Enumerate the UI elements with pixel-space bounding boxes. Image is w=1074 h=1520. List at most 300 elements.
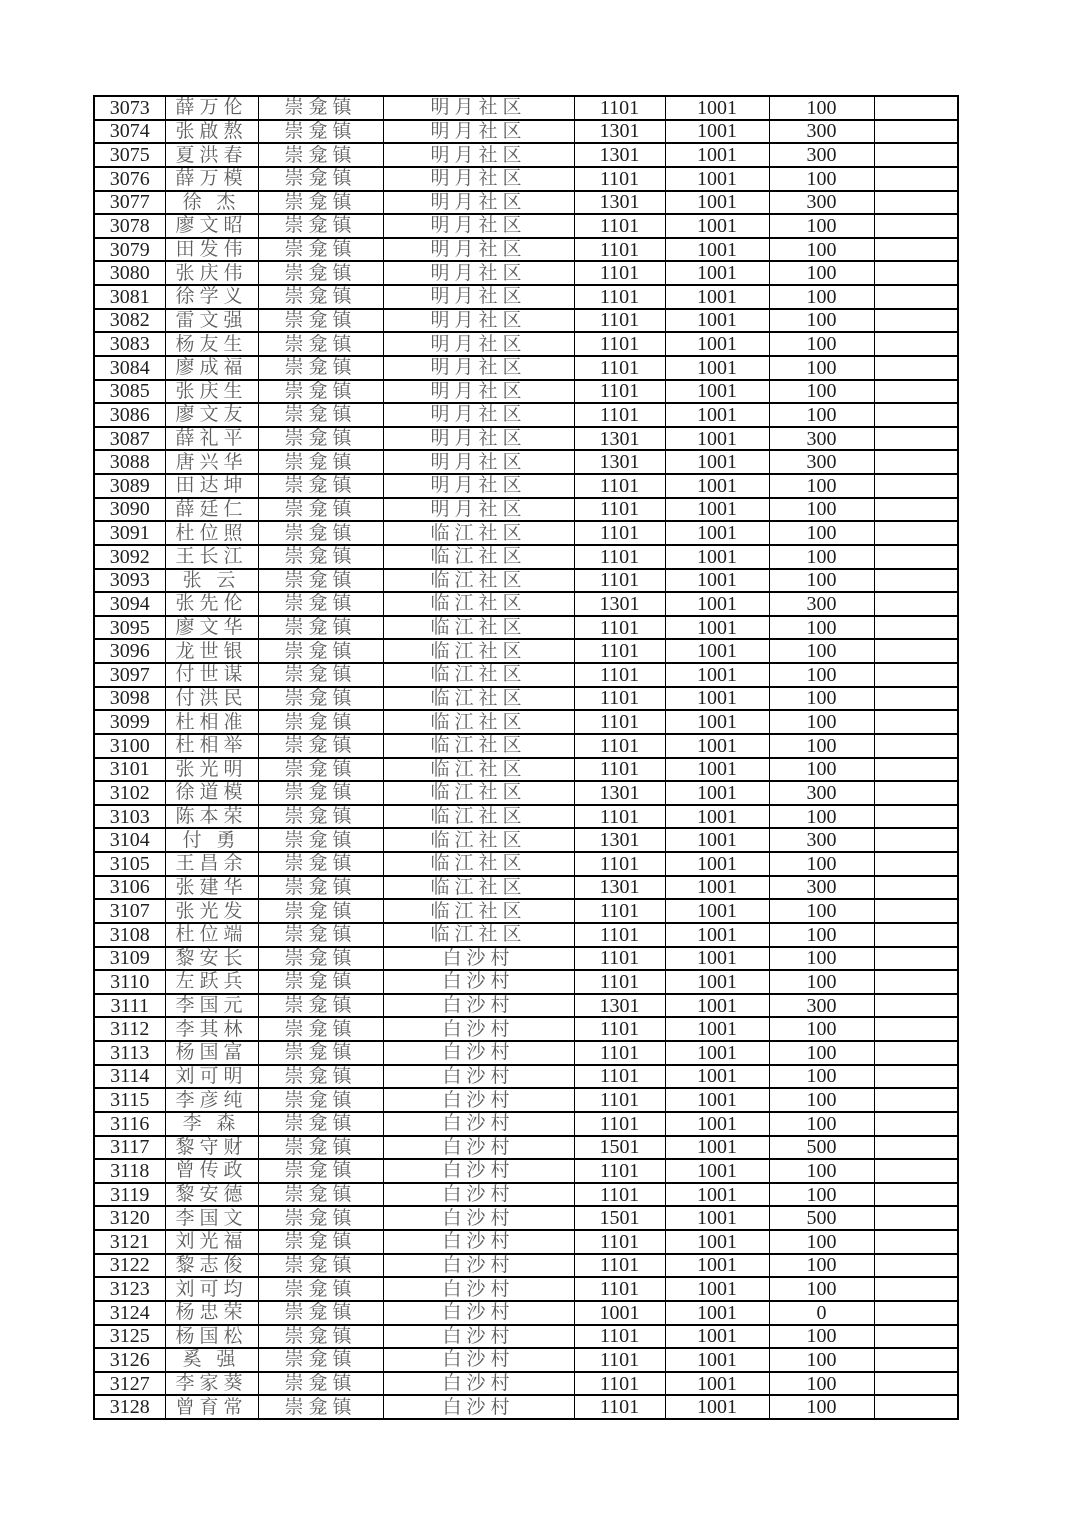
code-a-cell: 1101: [574, 545, 665, 569]
code-a-cell: 1301: [574, 876, 665, 900]
code-a-cell: 1301: [574, 427, 665, 451]
community-cell: 白沙村: [383, 970, 574, 994]
code-a-cell: 1101: [574, 261, 665, 285]
table-row: [94, 238, 958, 262]
blank-cell: [874, 380, 958, 404]
amount-cell: 100: [769, 1065, 874, 1089]
serial-cell: 3090: [94, 498, 165, 522]
community-cell: 明月社区: [383, 143, 574, 167]
community-cell: 明月社区: [383, 214, 574, 238]
name-cell: 雷文强: [165, 309, 258, 333]
table-row: [94, 450, 958, 474]
serial-cell: 3099: [94, 710, 165, 734]
table-row: [94, 261, 958, 285]
town-cell: 崇龛镇: [258, 1088, 383, 1112]
community-cell: 临江社区: [383, 852, 574, 876]
blank-cell: [874, 781, 958, 805]
serial-cell: 3094: [94, 592, 165, 616]
code-a-cell: 1101: [574, 1395, 665, 1419]
serial-cell: 3101: [94, 758, 165, 782]
amount-cell: 100: [769, 1112, 874, 1136]
amount-cell: 300: [769, 781, 874, 805]
code-b-cell: 1001: [665, 876, 769, 900]
amount-cell: 100: [769, 167, 874, 191]
amount-cell: 100: [769, 710, 874, 734]
community-cell: 明月社区: [383, 356, 574, 380]
name-cell: 王长江: [165, 545, 258, 569]
amount-cell: 100: [769, 1159, 874, 1183]
table-row: [94, 96, 958, 120]
table-row: [94, 521, 958, 545]
table-row: [94, 781, 958, 805]
town-cell: 崇龛镇: [258, 450, 383, 474]
serial-cell: 3104: [94, 828, 165, 852]
code-b-cell: 1001: [665, 285, 769, 309]
town-cell: 崇龛镇: [258, 380, 383, 404]
name-cell: 李其林: [165, 1017, 258, 1041]
name-cell: 陈本荣: [165, 805, 258, 829]
name-cell: 薛廷仁: [165, 498, 258, 522]
community-cell: 白沙村: [383, 1041, 574, 1065]
blank-cell: [874, 1395, 958, 1419]
town-cell: 崇龛镇: [258, 1230, 383, 1254]
code-b-cell: 1001: [665, 261, 769, 285]
community-cell: 白沙村: [383, 1136, 574, 1160]
code-a-cell: 1301: [574, 191, 665, 215]
blank-cell: [874, 805, 958, 829]
blank-cell: [874, 1183, 958, 1207]
table-row: [94, 1230, 958, 1254]
code-b-cell: 1001: [665, 191, 769, 215]
town-cell: 崇龛镇: [258, 876, 383, 900]
blank-cell: [874, 1017, 958, 1041]
code-a-cell: 1101: [574, 1348, 665, 1372]
code-a-cell: 1101: [574, 805, 665, 829]
code-a-cell: 1101: [574, 687, 665, 711]
blank-cell: [874, 687, 958, 711]
table-row: [94, 167, 958, 191]
serial-cell: 3111: [94, 994, 165, 1018]
serial-cell: 3105: [94, 852, 165, 876]
table-row: [94, 1277, 958, 1301]
table-row: [94, 1183, 958, 1207]
name-cell: 杜相举: [165, 734, 258, 758]
amount-cell: 100: [769, 309, 874, 333]
name-cell: 张先伦: [165, 592, 258, 616]
code-a-cell: 1301: [574, 143, 665, 167]
code-b-cell: 1001: [665, 143, 769, 167]
community-cell: 临江社区: [383, 545, 574, 569]
amount-cell: 300: [769, 427, 874, 451]
community-cell: 明月社区: [383, 96, 574, 120]
name-cell: 王昌余: [165, 852, 258, 876]
town-cell: 崇龛镇: [258, 1206, 383, 1230]
serial-cell: 3084: [94, 356, 165, 380]
town-cell: 崇龛镇: [258, 96, 383, 120]
code-a-cell: 1101: [574, 285, 665, 309]
amount-cell: 300: [769, 828, 874, 852]
blank-cell: [874, 1206, 958, 1230]
name-cell: 付世谋: [165, 663, 258, 687]
blank-cell: [874, 332, 958, 356]
serial-cell: 3076: [94, 167, 165, 191]
code-a-cell: 1101: [574, 569, 665, 593]
name-cell: 张 云: [165, 569, 258, 593]
table-row: [94, 899, 958, 923]
blank-cell: [874, 474, 958, 498]
town-cell: 崇龛镇: [258, 403, 383, 427]
community-cell: 白沙村: [383, 994, 574, 1018]
code-a-cell: 1001: [574, 1301, 665, 1325]
name-cell: 曾传政: [165, 1159, 258, 1183]
code-a-cell: 1101: [574, 1159, 665, 1183]
name-cell: 徐学义: [165, 285, 258, 309]
serial-cell: 3113: [94, 1041, 165, 1065]
town-cell: 崇龛镇: [258, 1301, 383, 1325]
code-a-cell: 1301: [574, 994, 665, 1018]
town-cell: 崇龛镇: [258, 1017, 383, 1041]
code-b-cell: 1001: [665, 1230, 769, 1254]
blank-cell: [874, 828, 958, 852]
serial-cell: 3083: [94, 332, 165, 356]
code-b-cell: 1001: [665, 1159, 769, 1183]
name-cell: 廖成福: [165, 356, 258, 380]
blank-cell: [874, 947, 958, 971]
town-cell: 崇龛镇: [258, 238, 383, 262]
table-row: [94, 474, 958, 498]
amount-cell: 100: [769, 663, 874, 687]
table-row: [94, 1301, 958, 1325]
code-a-cell: 1101: [574, 380, 665, 404]
town-cell: 崇龛镇: [258, 474, 383, 498]
code-a-cell: 1101: [574, 734, 665, 758]
table-row: [94, 380, 958, 404]
code-b-cell: 1001: [665, 994, 769, 1018]
town-cell: 崇龛镇: [258, 167, 383, 191]
code-b-cell: 1001: [665, 687, 769, 711]
community-cell: 明月社区: [383, 498, 574, 522]
serial-cell: 3074: [94, 120, 165, 144]
serial-cell: 3075: [94, 143, 165, 167]
blank-cell: [874, 1372, 958, 1396]
community-cell: 明月社区: [383, 474, 574, 498]
serial-cell: 3107: [94, 899, 165, 923]
blank-cell: [874, 592, 958, 616]
amount-cell: 100: [769, 1254, 874, 1278]
amount-cell: 300: [769, 450, 874, 474]
town-cell: 崇龛镇: [258, 1372, 383, 1396]
blank-cell: [874, 191, 958, 215]
table-row: [94, 1136, 958, 1160]
code-b-cell: 1001: [665, 663, 769, 687]
blank-cell: [874, 734, 958, 758]
blank-cell: [874, 1277, 958, 1301]
code-a-cell: 1101: [574, 1041, 665, 1065]
community-cell: 明月社区: [383, 285, 574, 309]
blank-cell: [874, 261, 958, 285]
code-b-cell: 1001: [665, 899, 769, 923]
serial-cell: 3118: [94, 1159, 165, 1183]
code-a-cell: 1301: [574, 592, 665, 616]
community-cell: 临江社区: [383, 781, 574, 805]
name-cell: 李国元: [165, 994, 258, 1018]
serial-cell: 3081: [94, 285, 165, 309]
amount-cell: 100: [769, 1372, 874, 1396]
serial-cell: 3096: [94, 639, 165, 663]
blank-cell: [874, 521, 958, 545]
community-cell: 明月社区: [383, 450, 574, 474]
code-b-cell: 1001: [665, 710, 769, 734]
serial-cell: 3097: [94, 663, 165, 687]
serial-cell: 3115: [94, 1088, 165, 1112]
code-b-cell: 1001: [665, 1254, 769, 1278]
community-cell: 白沙村: [383, 1301, 574, 1325]
serial-cell: 3116: [94, 1112, 165, 1136]
town-cell: 崇龛镇: [258, 592, 383, 616]
town-cell: 崇龛镇: [258, 947, 383, 971]
blank-cell: [874, 616, 958, 640]
serial-cell: 3125: [94, 1325, 165, 1349]
name-cell: 龙世银: [165, 639, 258, 663]
name-cell: 黎安德: [165, 1183, 258, 1207]
amount-cell: 100: [769, 521, 874, 545]
code-b-cell: 1001: [665, 923, 769, 947]
town-cell: 崇龛镇: [258, 356, 383, 380]
name-cell: 田发伟: [165, 238, 258, 262]
code-a-cell: 1101: [574, 1277, 665, 1301]
code-a-cell: 1101: [574, 923, 665, 947]
code-b-cell: 1001: [665, 427, 769, 451]
amount-cell: 100: [769, 1230, 874, 1254]
code-a-cell: 1101: [574, 616, 665, 640]
blank-cell: [874, 1088, 958, 1112]
name-cell: 杨国松: [165, 1325, 258, 1349]
name-cell: 田达坤: [165, 474, 258, 498]
town-cell: 崇龛镇: [258, 639, 383, 663]
name-cell: 廖文友: [165, 403, 258, 427]
blank-cell: [874, 899, 958, 923]
amount-cell: 300: [769, 120, 874, 144]
blank-cell: [874, 1065, 958, 1089]
community-cell: 白沙村: [383, 947, 574, 971]
amount-cell: 100: [769, 498, 874, 522]
serial-cell: 3095: [94, 616, 165, 640]
name-cell: 刘光福: [165, 1230, 258, 1254]
blank-cell: [874, 120, 958, 144]
serial-cell: 3091: [94, 521, 165, 545]
community-cell: 临江社区: [383, 828, 574, 852]
amount-cell: 100: [769, 96, 874, 120]
serial-cell: 3100: [94, 734, 165, 758]
town-cell: 崇龛镇: [258, 663, 383, 687]
code-b-cell: 1001: [665, 1348, 769, 1372]
community-cell: 白沙村: [383, 1088, 574, 1112]
name-cell: 廖文华: [165, 616, 258, 640]
code-b-cell: 1001: [665, 569, 769, 593]
blank-cell: [874, 970, 958, 994]
code-b-cell: 1001: [665, 616, 769, 640]
code-b-cell: 1001: [665, 1301, 769, 1325]
code-a-cell: 1101: [574, 899, 665, 923]
table-row: [94, 545, 958, 569]
amount-cell: 100: [769, 214, 874, 238]
blank-cell: [874, 1254, 958, 1278]
blank-cell: [874, 1301, 958, 1325]
serial-cell: 3126: [94, 1348, 165, 1372]
community-cell: 临江社区: [383, 592, 574, 616]
table-row: [94, 1159, 958, 1183]
table-row: [94, 1065, 958, 1089]
serial-cell: 3102: [94, 781, 165, 805]
code-b-cell: 1001: [665, 1206, 769, 1230]
table-row: [94, 1112, 958, 1136]
code-a-cell: 1101: [574, 1254, 665, 1278]
amount-cell: 100: [769, 616, 874, 640]
code-a-cell: 1101: [574, 167, 665, 191]
amount-cell: 100: [769, 1395, 874, 1419]
serial-cell: 3124: [94, 1301, 165, 1325]
community-cell: 白沙村: [383, 1395, 574, 1419]
town-cell: 崇龛镇: [258, 616, 383, 640]
code-a-cell: 1501: [574, 1206, 665, 1230]
community-cell: 白沙村: [383, 1017, 574, 1041]
code-b-cell: 1001: [665, 947, 769, 971]
code-a-cell: 1101: [574, 1230, 665, 1254]
community-cell: 白沙村: [383, 1112, 574, 1136]
code-b-cell: 1001: [665, 1041, 769, 1065]
town-cell: 崇龛镇: [258, 498, 383, 522]
serial-cell: 3085: [94, 380, 165, 404]
serial-cell: 3122: [94, 1254, 165, 1278]
community-cell: 明月社区: [383, 427, 574, 451]
community-cell: 明月社区: [383, 332, 574, 356]
town-cell: 崇龛镇: [258, 143, 383, 167]
town-cell: 崇龛镇: [258, 569, 383, 593]
table-row: [94, 852, 958, 876]
blank-cell: [874, 309, 958, 333]
town-cell: 崇龛镇: [258, 781, 383, 805]
serial-cell: 3093: [94, 569, 165, 593]
town-cell: 崇龛镇: [258, 710, 383, 734]
town-cell: 崇龛镇: [258, 261, 383, 285]
code-a-cell: 1101: [574, 852, 665, 876]
name-cell: 付洪民: [165, 687, 258, 711]
town-cell: 崇龛镇: [258, 1136, 383, 1160]
town-cell: 崇龛镇: [258, 1183, 383, 1207]
community-cell: 明月社区: [383, 403, 574, 427]
community-cell: 临江社区: [383, 923, 574, 947]
blank-cell: [874, 994, 958, 1018]
blank-cell: [874, 1159, 958, 1183]
code-b-cell: 1001: [665, 639, 769, 663]
code-b-cell: 1001: [665, 1277, 769, 1301]
name-cell: 杨忠荣: [165, 1301, 258, 1325]
code-a-cell: 1101: [574, 947, 665, 971]
name-cell: 刘可明: [165, 1065, 258, 1089]
community-cell: 临江社区: [383, 687, 574, 711]
town-cell: 崇龛镇: [258, 427, 383, 451]
table-row: [94, 592, 958, 616]
blank-cell: [874, 214, 958, 238]
name-cell: 杜位端: [165, 923, 258, 947]
serial-cell: 3128: [94, 1395, 165, 1419]
blank-cell: [874, 545, 958, 569]
code-b-cell: 1001: [665, 1136, 769, 1160]
community-cell: 白沙村: [383, 1230, 574, 1254]
serial-cell: 3112: [94, 1017, 165, 1041]
community-cell: 临江社区: [383, 639, 574, 663]
name-cell: 徐 杰: [165, 191, 258, 215]
amount-cell: 100: [769, 1277, 874, 1301]
serial-cell: 3103: [94, 805, 165, 829]
table-row: [94, 970, 958, 994]
town-cell: 崇龛镇: [258, 828, 383, 852]
name-cell: 杨国富: [165, 1041, 258, 1065]
code-b-cell: 1001: [665, 474, 769, 498]
amount-cell: 300: [769, 876, 874, 900]
amount-cell: 100: [769, 852, 874, 876]
code-a-cell: 1301: [574, 781, 665, 805]
code-b-cell: 1001: [665, 734, 769, 758]
table-row: [94, 663, 958, 687]
town-cell: 崇龛镇: [258, 899, 383, 923]
table-row: [94, 947, 958, 971]
table-row: [94, 1325, 958, 1349]
community-cell: 临江社区: [383, 734, 574, 758]
name-cell: 黎守财: [165, 1136, 258, 1160]
amount-cell: 500: [769, 1206, 874, 1230]
town-cell: 崇龛镇: [258, 1041, 383, 1065]
code-a-cell: 1101: [574, 474, 665, 498]
table-row: [94, 687, 958, 711]
table-row: [94, 569, 958, 593]
table-row: [94, 309, 958, 333]
table-row: [94, 734, 958, 758]
community-cell: 临江社区: [383, 663, 574, 687]
name-cell: 李彦纯: [165, 1088, 258, 1112]
amount-cell: 100: [769, 403, 874, 427]
blank-cell: [874, 427, 958, 451]
code-a-cell: 1501: [574, 1136, 665, 1160]
community-cell: 明月社区: [383, 167, 574, 191]
code-b-cell: 1001: [665, 592, 769, 616]
serial-cell: 3073: [94, 96, 165, 120]
code-a-cell: 1101: [574, 758, 665, 782]
town-cell: 崇龛镇: [258, 1395, 383, 1419]
amount-cell: 100: [769, 356, 874, 380]
blank-cell: [874, 167, 958, 191]
blank-cell: [874, 1325, 958, 1349]
blank-cell: [874, 639, 958, 663]
code-b-cell: 1001: [665, 970, 769, 994]
amount-cell: 100: [769, 474, 874, 498]
table-row: [94, 1395, 958, 1419]
table-row: [94, 994, 958, 1018]
name-cell: 杜相准: [165, 710, 258, 734]
table-row: [94, 120, 958, 144]
code-b-cell: 1001: [665, 545, 769, 569]
serial-cell: 3080: [94, 261, 165, 285]
code-a-cell: 1101: [574, 332, 665, 356]
amount-cell: 500: [769, 1136, 874, 1160]
town-cell: 崇龛镇: [258, 521, 383, 545]
town-cell: 崇龛镇: [258, 923, 383, 947]
town-cell: 崇龛镇: [258, 285, 383, 309]
name-cell: 付 勇: [165, 828, 258, 852]
amount-cell: 300: [769, 592, 874, 616]
code-a-cell: 1101: [574, 238, 665, 262]
town-cell: 崇龛镇: [258, 994, 383, 1018]
